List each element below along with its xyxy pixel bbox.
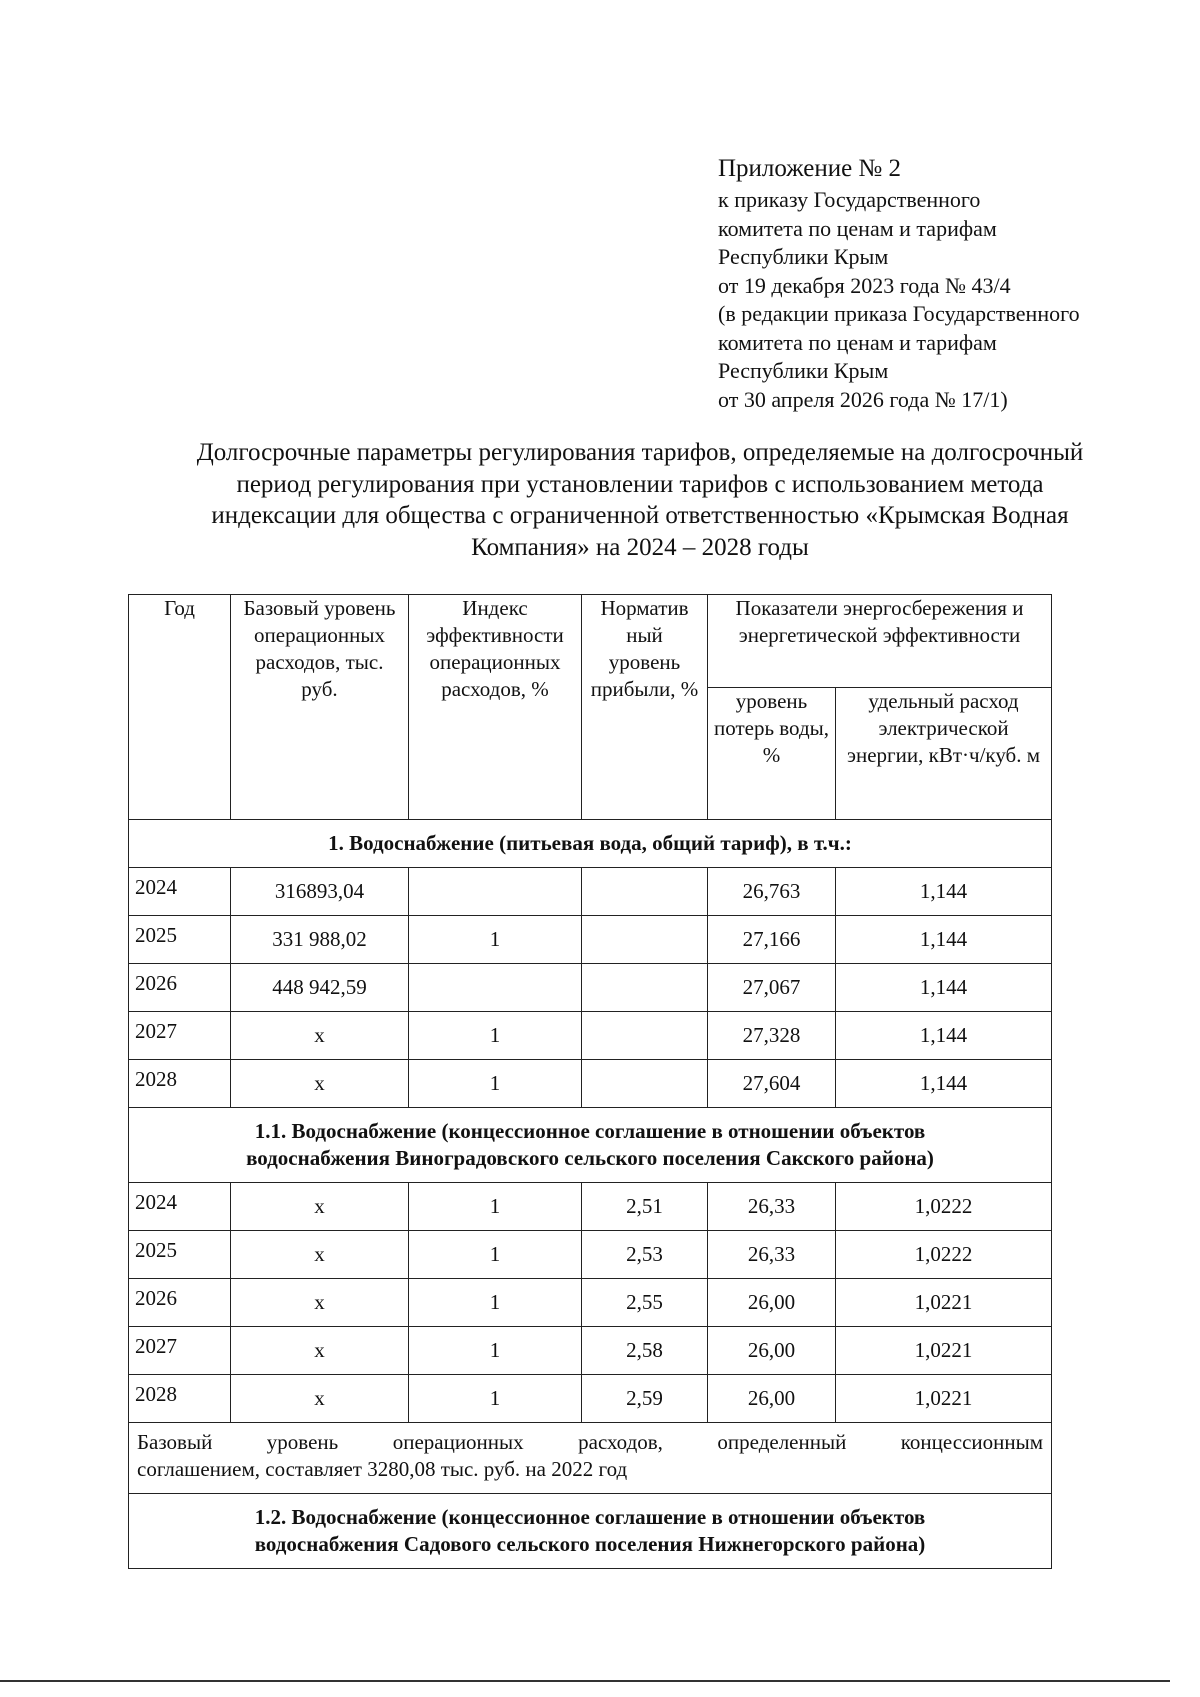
cell-index: 1 [409,1327,582,1375]
cell-profit: 2,53 [582,1231,708,1279]
title-line: индексации для общества с ограниченной ответственностью «Крымская Водная [211,502,1069,529]
section-title-line: 1.2. Водоснабжение (концессионное соглашение в отношении объектов [254,1505,926,1529]
title-line: период регулирования при установлении тарифов с использованием метода [236,470,1044,498]
cell-electricity: 1,144 [836,1012,1052,1060]
table-row [129,1279,1052,1327]
cell-electricity: 1,0221 [836,1279,1052,1327]
cell-electricity: 1,144 [836,916,1052,964]
header-water-loss: уровень потерь воды, % [708,688,836,820]
appendix-block [718,152,1080,414]
cell-profit: 2,58 [582,1327,708,1375]
cell-index: 1 [409,1231,582,1279]
cell-year: 2025 [129,1231,231,1279]
cell-profit [582,868,708,916]
cell-index: 1 [409,1375,582,1423]
cell-year: 2024 [129,868,231,916]
cell-year: 2027 [129,1327,231,1375]
cell-water-loss: 26,763 [708,868,836,916]
cell-profit [582,1060,708,1108]
section-title [129,1494,1052,1569]
cell-electricity: 1,0222 [836,1231,1052,1279]
header-year: Год [129,595,231,820]
section-title [129,1108,1052,1183]
cell-base: х [231,1279,409,1327]
title-line: Долгосрочные параметры регулирования тарифов, определяемые на долгосрочный [196,439,1084,466]
cell-water-loss: 26,33 [708,1231,836,1279]
cell-base: х [231,1012,409,1060]
cell-electricity: 1,144 [836,1060,1052,1108]
cell-index [409,868,582,916]
cell-year: 2028 [129,1060,231,1108]
cell-water-loss: 26,00 [708,1279,836,1327]
section-row [129,820,1052,868]
cell-base: х [231,1231,409,1279]
cell-water-loss: 27,604 [708,1060,836,1108]
cell-electricity: 1,144 [836,964,1052,1012]
cell-base: х [231,1327,409,1375]
section-row [129,1108,1052,1183]
cell-index: 1 [409,1060,582,1108]
table-row [129,964,1052,1012]
cell-year: 2026 [129,1279,231,1327]
cell-profit: 2,59 [582,1375,708,1423]
appendix-heading: Приложение № 2 [718,155,902,182]
page-bottom-rule [0,1680,1170,1682]
section-title-line: 1.1. Водоснабжение (концессионное соглашение в отношении объектов [254,1119,926,1143]
cell-base: х [231,1060,409,1108]
note-row [129,1423,1052,1494]
cell-profit [582,1012,708,1060]
cell-index [409,964,582,1012]
appendix-line: комитета по ценам и тарифам [718,215,997,241]
header-efficiency-index: Индекс эффективности операционных расходов, % [409,595,582,820]
cell-year: 2027 [129,1012,231,1060]
cell-water-loss: 26,00 [708,1327,836,1375]
cell-profit [582,964,708,1012]
cell-profit [582,916,708,964]
cell-year: 2025 [129,916,231,964]
cell-index: 1 [409,1012,582,1060]
cell-water-loss: 27,067 [708,964,836,1012]
header-profit-norm: Норматив ный уровень прибыли, % [582,595,708,820]
section-title: 1. Водоснабжение (питьевая вода, общий тариф), в т.ч.: [129,820,1052,868]
appendix-line: Республики Крым [718,244,889,269]
cell-index: 1 [409,1279,582,1327]
section-title-line: водоснабжения Виноградовского сельского поселения Сакского района) [246,1146,934,1170]
tariff-parameters-table [128,594,1052,1569]
cell-water-loss: 27,166 [708,916,836,964]
table-row [129,1012,1052,1060]
cell-electricity: 1,0221 [836,1327,1052,1375]
header-electricity-use: удельный расход электрической энергии, кВт·ч/куб. м [836,688,1052,820]
cell-index: 1 [409,1183,582,1231]
appendix-line: комитета по ценам и тарифам [718,329,997,355]
cell-electricity: 1,0222 [836,1183,1052,1231]
cell-water-loss: 26,00 [708,1375,836,1423]
document-title [120,437,1160,563]
cell-water-loss: 26,33 [708,1183,836,1231]
table-row [129,868,1052,916]
header-base-level: Базовый уровень операционных расходов, тыс. руб. [231,595,409,820]
cell-electricity: 1,0221 [836,1375,1052,1423]
cell-profit: 2,51 [582,1183,708,1231]
cell-base: 448 942,59 [231,964,409,1012]
header-energy-group: Показатели энергосбережения и энергетической эффективности [708,595,1052,688]
cell-base: 331 988,02 [231,916,409,964]
table-row [129,1231,1052,1279]
cell-index: 1 [409,916,582,964]
appendix-line: к приказу Государственного [718,187,981,212]
table-row [129,1183,1052,1231]
section-row [129,1494,1052,1569]
cell-base: х [231,1375,409,1423]
cell-year: 2024 [129,1183,231,1231]
cell-year: 2026 [129,964,231,1012]
cell-electricity: 1,144 [836,868,1052,916]
cell-water-loss: 27,328 [708,1012,836,1060]
note-text [129,1423,1052,1494]
appendix-line: (в редакции приказа Государственного [718,301,1080,326]
note-line: соглашением, составляет 3280,08 тыс. руб. на 2022 год [137,1457,628,1481]
appendix-line: от 30 апреля 2026 года № 17/1) [718,386,1008,412]
title-line: Компания» на 2024 – 2028 годы [471,533,809,561]
table-row [129,1375,1052,1423]
cell-profit: 2,55 [582,1279,708,1327]
appendix-line: Республики Крым [718,358,889,383]
table-row [129,916,1052,964]
cell-year: 2028 [129,1375,231,1423]
cell-base: х [231,1183,409,1231]
note-line: Базовый уровень операционных расходов, определенный концессионным [137,1430,1044,1454]
section-title-line: водоснабжения Садового сельского поселения Нижнегорского района) [254,1532,926,1556]
table-row [129,1327,1052,1375]
appendix-line: от 19 декабря 2023 года № 43/4 [718,272,1011,298]
table-row [129,1060,1052,1108]
cell-base: 316893,04 [231,868,409,916]
table-header-row [129,595,1052,688]
